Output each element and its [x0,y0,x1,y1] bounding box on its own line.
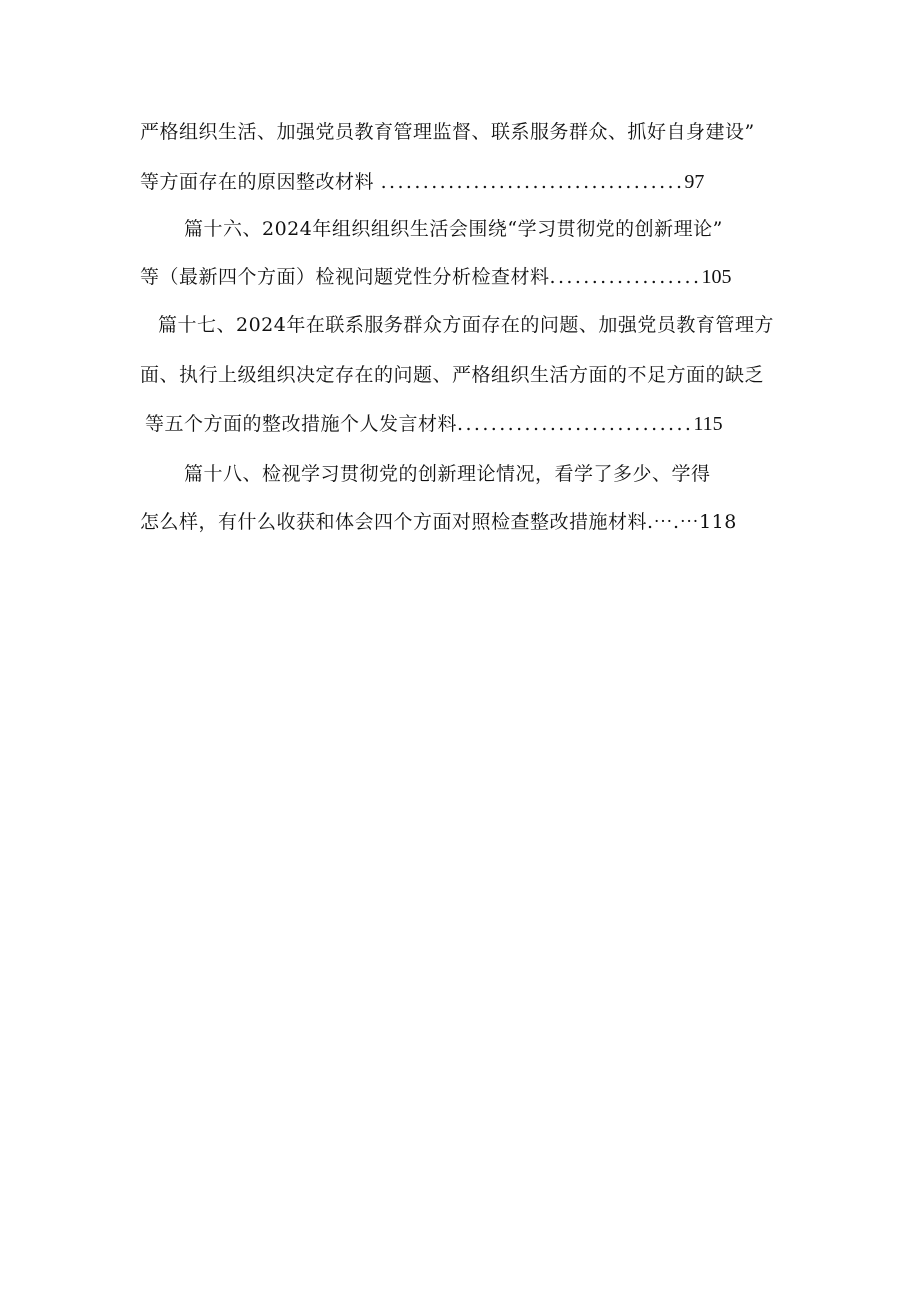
toc-entry-15-leader: .................................... [380,171,685,193]
toc-entry-17-line-3 [145,412,723,436]
toc-entry-17-page: 115 [693,413,723,435]
toc-entry-17-line-2: 面、执行上级组织决定存在的问题、严格组织生活方面的不足方面的缺乏 [140,364,765,386]
toc-entry-16-line-1: 篇十六、2024年组织组织生活会围绕“学习贯彻党的创新理论” [184,218,723,240]
toc-entry-15-line-2 [140,170,704,194]
toc-entry-16-leader: .................. [549,266,702,288]
toc-entry-17-title: 等五个方面的整改措施个人发言材料 [145,413,458,435]
toc-entry-15-title: 等方面存在的原因整改材料 [140,171,375,193]
toc-entry-15-line-1: 严格组织生活、加强党员教育管理监督、联系服务群众、抓好自身建设” [140,121,755,143]
toc-entry-18-line-2: 怎么样，有什么收获和体会四个方面对照检查整改措施材料.⋯.⋯118 [140,511,737,533]
toc-entry-16-page: 105 [701,266,732,288]
toc-entry-16-line-2 [140,265,731,289]
toc-entry-17-line-1: 篇十七、2024年在联系服务群众方面存在的问题、加强党员教育管理方 [158,314,774,336]
toc-entry-15-page: 97 [684,171,705,193]
toc-entry-18-line-1: 篇十八、检视学习贯彻党的创新理论情况，看学了多少、学得 [184,463,711,485]
toc-entry-17-leader: ............................ [457,413,694,435]
toc-entry-16-title: 等（最新四个方面）检视问题党性分析检查材料 [140,266,550,288]
